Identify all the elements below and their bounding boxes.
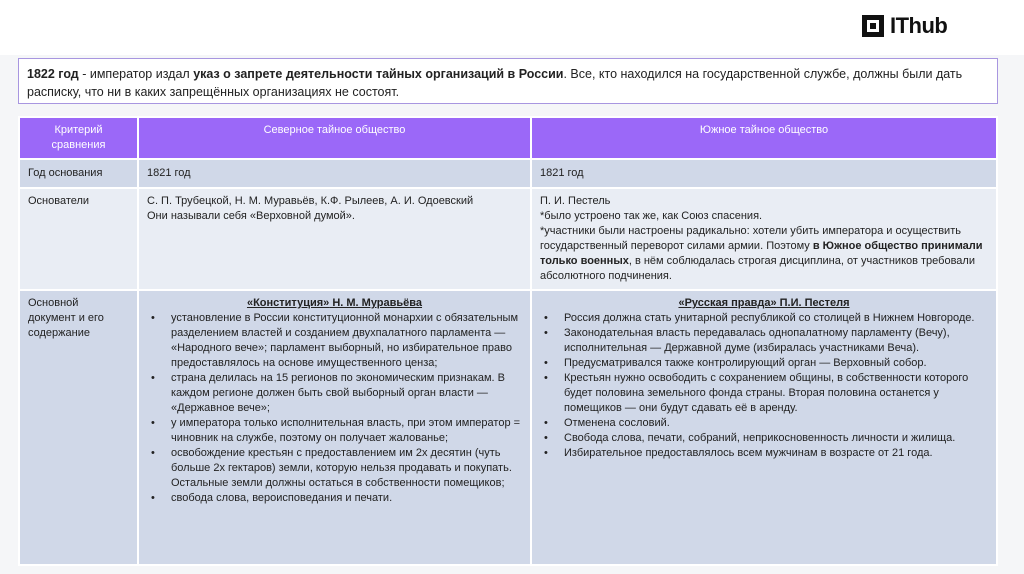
- south-cell: [531, 290, 997, 565]
- south-note-2: [540, 224, 988, 284]
- north-cell: [138, 290, 531, 565]
- note-text-end: . Все, кто находился на государственной службе, должны были дать расписку, что ни в каких запрещённых организациях не состоят.: [27, 67, 963, 99]
- logo-text: IThub: [890, 13, 948, 38]
- list-item: • Отменена сословий.: [564, 416, 988, 431]
- south-doc-title: [540, 296, 988, 311]
- table-row: [19, 188, 997, 290]
- note-year: 1822 год: [27, 67, 79, 81]
- header-criterion: Критерий сравнения: [19, 117, 138, 159]
- south-cell: [531, 188, 997, 290]
- list-item: • страна делилась на 15 регионов по экономическим признакам. В каждом регионе должен быть свой выборный орган власти — «Державное вече»;: [171, 371, 522, 416]
- north-founders: С. П. Трубецкой, Н. М. Муравьёв, К.Ф. Рылеев, А. И. Одоевский: [147, 195, 474, 207]
- list-item: • Законодательная власть передавалась однопалатному парламенту (Вечу), исполнительная — Державной думе (избиралась участниками Веча).: [564, 326, 988, 356]
- header-bar: [0, 0, 1024, 55]
- south-cell: 1821 год: [531, 159, 997, 188]
- list-item: • Предусматривался также контролирующий орган — Верховный собор.: [564, 356, 988, 371]
- header-north: Северное тайное общество: [138, 117, 531, 159]
- north-doc-title: [147, 296, 522, 311]
- decree-note: [18, 58, 998, 104]
- list-item: • освобождение крестьян с предоставлением им 2х десятин (чуть больше 2х гектаров) земли, которую нельзя продавать и покупать. Остальные земли должны остаться в собственности помещиков;: [171, 446, 522, 491]
- list-item: • Крестьян нужно освободить с сохранением общины, в собственности которого будет половина земельного фонда страны. Вторая половина останется у помещиков — они будут сдавать её в аренду.: [564, 371, 988, 416]
- list-item: • Россия должна стать унитарной республикой со столицей в Нижнем Новгороде.: [564, 311, 988, 326]
- north-cell: 1821 год: [138, 159, 531, 188]
- t: «Конституция»: [246, 297, 330, 309]
- note-text: - император издал: [78, 67, 194, 81]
- list-item: • свобода слова, вероисповедания и печати.: [171, 491, 522, 506]
- row-label: Основной документ и его содержание: [19, 290, 138, 565]
- south-founder: П. И. Пестель: [540, 195, 611, 207]
- text: , в нём соблюдалась строгая дисциплина, от участников требовали абсолютного подчинения.: [540, 255, 975, 282]
- list-item: • Свобода слова, печати, собраний, неприкосновенность личности и жилища.: [564, 431, 988, 446]
- bold-text: в Южное общество принимали только военных: [540, 240, 983, 267]
- south-note-1: *было устроено так же, как Союз спасения.: [540, 210, 763, 222]
- list-item: • Избирательное предоставлялось всем мужчинам в возрасте от 21 года.: [564, 446, 988, 461]
- t: «Русская правда»: [678, 297, 777, 309]
- logo-square-icon: [862, 15, 884, 37]
- comparison-table: [18, 116, 998, 566]
- row-label: Год основания: [19, 159, 138, 188]
- table-header-row: [19, 117, 997, 159]
- table-row: [19, 290, 997, 565]
- table-row: [19, 159, 997, 188]
- list-item: • установление в России конституционной монархии с обязательным разделением властей и созданием двухпалатного парламента — «Народного вече»; парламент выборный, но избирательное право предоставлялось на основе имущественного ценза;: [171, 311, 522, 371]
- south-doc-list: [540, 311, 988, 461]
- note-bold: указ о запрете деятельности тайных организаций в России: [193, 67, 564, 81]
- north-cell: [138, 188, 531, 290]
- header-south: Южное тайное общество: [531, 117, 997, 159]
- row-label: Основатели: [19, 188, 138, 290]
- text: *участники были настроены радикально: хотели убить императора и осуществить государственный переворот силами армии. Поэтому: [540, 225, 961, 252]
- t: П.И. Пестеля: [776, 297, 850, 309]
- t: Н. М. Муравьёва: [329, 297, 423, 309]
- north-doc-list: [147, 311, 522, 506]
- north-name: Они называли себя «Верховной думой».: [147, 210, 355, 222]
- list-item: • у императора только исполнительная власть, при этом император = чиновник на службе, поэтому он получает жалованье;: [171, 416, 522, 446]
- ithub-logo: [862, 13, 947, 39]
